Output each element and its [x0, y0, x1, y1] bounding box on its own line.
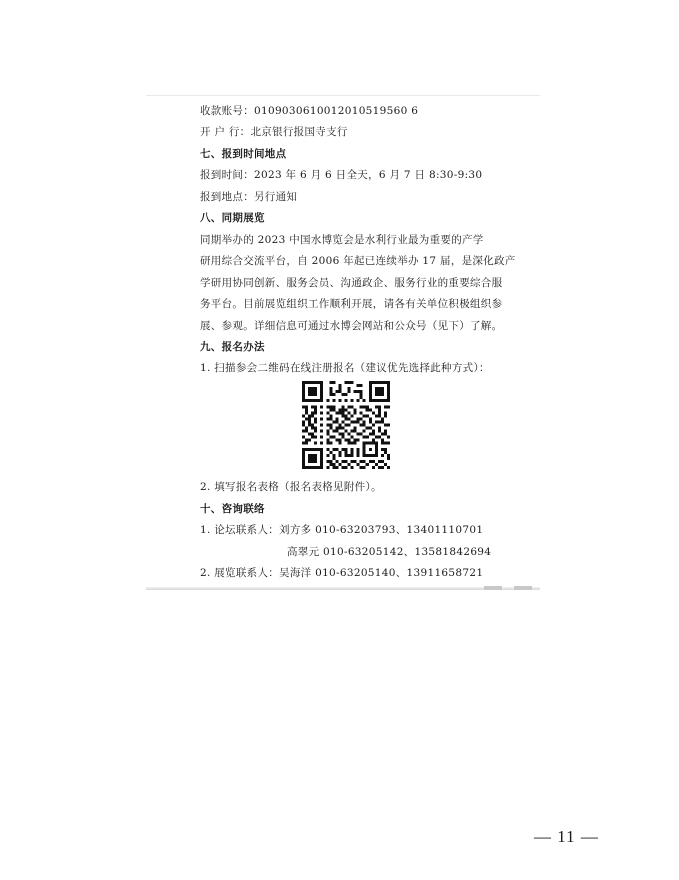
section-7-heading: 七、报到时间地点: [200, 148, 287, 160]
section-8-heading: 八、同期展览: [200, 212, 265, 224]
signup-method-2: 2. 填写报名表格（报名表格见附件）。: [200, 481, 382, 493]
scan-top-edge: [146, 95, 540, 96]
section-10-heading: 十、咨询联络: [200, 503, 265, 515]
section-8-paragraph-line: 务平台。目前展览组织工作顺利开展，请各有关单位积极组织参: [200, 298, 503, 310]
section-9-heading: 九、报名办法: [200, 341, 265, 353]
section-8-paragraph-line: 研用综合交流平台，自 2006 年起已连续举办 17 届，是深化政产: [200, 255, 516, 267]
contact-forum-line-2: 高翠元 010-63205142、13581842694: [287, 546, 492, 558]
scan-edge-mark: [484, 586, 502, 590]
section-8-paragraph-line: 同期举办的 2023 中国水博览会是水利行业最为重要的产学: [200, 234, 484, 246]
page-number: — 11 —: [534, 827, 599, 846]
qr-code-icon[interactable]: [302, 381, 390, 469]
section-8-paragraph-line: 学研用协同创新、服务会员、沟通政企、服务行业的重要综合服: [200, 277, 503, 289]
section-8-paragraph-line: 展、参观。详细信息可通过水博会网站和公众号（见下）了解。: [200, 320, 503, 332]
report-time-line: 报到时间：2023 年 6 月 6 日全天，6 月 7 日 8:30-9:30: [200, 169, 483, 181]
scan-bottom-edge: [146, 587, 540, 590]
signup-method-1: 1. 扫描参会二维码在线注册报名（建议优先选择此种方式）：: [200, 362, 490, 374]
scan-edge-mark: [514, 586, 532, 590]
account-number-line: 收款账号：0109030610012010519560 6: [200, 105, 419, 117]
bank-line: 开 户 行：北京银行报国寺支行: [200, 126, 348, 138]
report-place-line: 报到地点：另行通知: [200, 191, 298, 203]
contact-forum-line: 1. 论坛联系人：刘方多 010-63203793、13401110701: [200, 524, 484, 536]
contact-exhibition-line: 2. 展览联系人：吴海洋 010-63205140、13911658721: [200, 567, 484, 579]
